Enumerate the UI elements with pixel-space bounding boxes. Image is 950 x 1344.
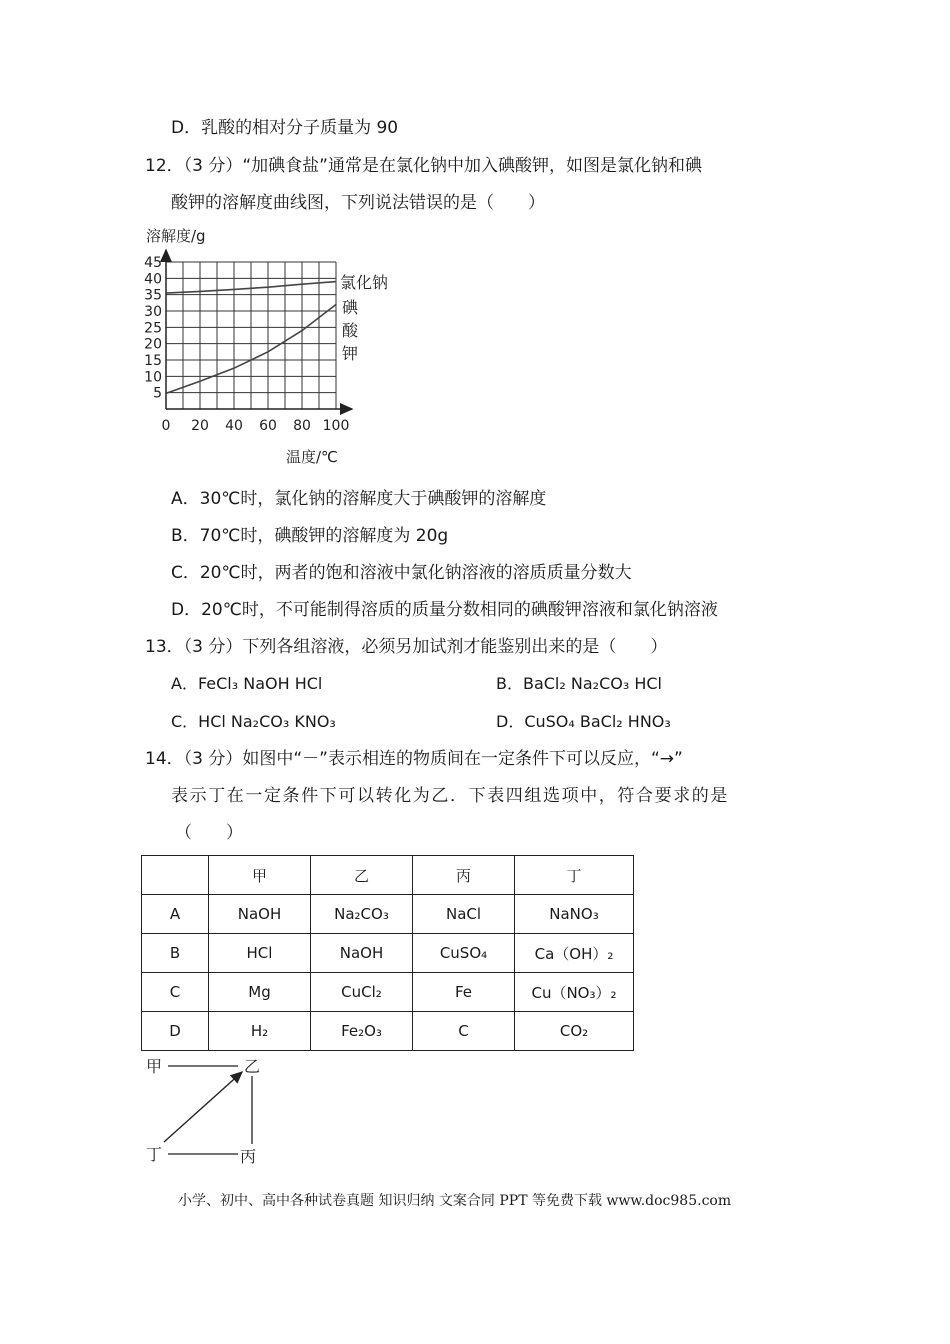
q14-stem-line3: （ ） bbox=[175, 823, 243, 843]
table-cell: HCl bbox=[209, 934, 311, 973]
q13-option-a: A．FeCl₃ NaOH HCl bbox=[171, 674, 323, 693]
q12-stem-line1: 12．（3 分）“加碘食盐”通常是在氯化钠中加入碘酸钾，如图是氯化钠和碘 bbox=[145, 156, 702, 176]
table-cell: Fe bbox=[413, 973, 515, 1012]
table-header-cell bbox=[142, 856, 209, 895]
q12-option-d: D．20℃时，不可能制得溶质的质量分数相同的碘酸钾溶液和氯化钠溶液 bbox=[171, 600, 718, 620]
q14-stem-line2: 表示丁在一定条件下可以转化为乙．下表四组选项中，符合要求的是 bbox=[171, 786, 729, 806]
table-cell: NaOH bbox=[311, 934, 413, 973]
page-footer: 小学、初中、高中各种试卷真题 知识归纳 文案合同 PPT 等免费下载 www.doc985.com bbox=[178, 1193, 732, 1209]
table-cell: H₂ bbox=[209, 1012, 311, 1051]
table-cell: A bbox=[142, 895, 209, 934]
q14-options-table bbox=[141, 855, 634, 1051]
chart-y-axis-label: 溶解度/g bbox=[146, 227, 206, 245]
x-tick-label: 60 bbox=[259, 418, 277, 434]
x-tick-label: 20 bbox=[191, 418, 209, 434]
table-cell: C bbox=[142, 973, 209, 1012]
table-cell: Fe₂O₃ bbox=[311, 1012, 413, 1051]
table-row bbox=[142, 934, 634, 973]
table-cell: Cu（NO₃）₂ bbox=[515, 973, 634, 1012]
table-header-cell: 丁 bbox=[515, 856, 634, 895]
diagram-node-bing: 丙 bbox=[240, 1147, 257, 1166]
table-cell: C bbox=[413, 1012, 515, 1051]
y-tick-label: 45 bbox=[144, 255, 162, 271]
svg-text:钾: 钾 bbox=[342, 344, 359, 363]
x-tick-label: 0 bbox=[161, 418, 171, 434]
q14-stem-line1: 14．（3 分）如图中“－”表示相连的物质间在一定条件下可以反应，“→” bbox=[145, 749, 683, 769]
table-cell: Na₂CO₃ bbox=[311, 895, 413, 934]
table-header-row bbox=[142, 856, 634, 895]
table-row bbox=[142, 895, 634, 934]
svg-text:酸: 酸 bbox=[342, 321, 359, 340]
y-tick-label: 15 bbox=[144, 353, 162, 369]
table-cell: CuSO₄ bbox=[413, 934, 515, 973]
y-tick-label: 5 bbox=[153, 385, 162, 402]
q12-option-a: A．30℃时，氯化钠的溶解度大于碘酸钾的溶解度 bbox=[171, 489, 547, 509]
q11-option-d: D．乳酸的相对分子质量为 90 bbox=[171, 118, 399, 138]
table-cell: NaCl bbox=[413, 895, 515, 934]
solubility-chart bbox=[140, 222, 420, 472]
y-tick-label: 20 bbox=[144, 336, 162, 353]
y-tick-label: 10 bbox=[144, 369, 162, 386]
diagram-node-jia: 甲 bbox=[146, 1057, 163, 1076]
table-header-cell: 丙 bbox=[413, 856, 515, 895]
table-cell: NaOH bbox=[209, 895, 311, 934]
table-cell: B bbox=[142, 934, 209, 973]
x-tick-label: 40 bbox=[225, 418, 243, 434]
table-cell: Ca（OH）₂ bbox=[515, 934, 634, 973]
table-row bbox=[142, 973, 634, 1012]
series-label-nacl: 氯化钠 bbox=[340, 273, 389, 292]
q12-option-b: B．70℃时，碘酸钾的溶解度为 20g bbox=[171, 526, 449, 546]
y-tick-label: 25 bbox=[144, 320, 162, 337]
diagram-node-ding: 丁 bbox=[146, 1145, 163, 1164]
table-header-cell: 乙 bbox=[311, 856, 413, 895]
series-label-kio3 bbox=[342, 298, 359, 363]
q12-stem-line2: 酸钾的溶解度曲线图，下列说法错误的是（ ） bbox=[171, 193, 545, 213]
table-cell: CO₂ bbox=[515, 1012, 634, 1051]
y-tick-label: 30 bbox=[144, 304, 162, 320]
table-cell: NaNO₃ bbox=[515, 895, 634, 934]
x-tick-label: 80 bbox=[293, 418, 311, 434]
q13-option-b: B．BaCl₂ Na₂CO₃ HCl bbox=[496, 674, 662, 693]
q13-option-c: C．HCl Na₂CO₃ KNO₃ bbox=[171, 712, 336, 731]
table-row bbox=[142, 1012, 634, 1051]
relation-diagram bbox=[140, 1052, 280, 1170]
q13-option-d: D．CuSO₄ BaCl₂ HNO₃ bbox=[496, 712, 671, 731]
q13-stem: 13．（3 分）下列各组溶液，必须另加试剂才能鉴别出来的是（ ） bbox=[145, 637, 668, 657]
table-cell: D bbox=[142, 1012, 209, 1051]
x-tick-label: 100 bbox=[322, 418, 350, 434]
diagram-node-yi: 乙 bbox=[244, 1057, 261, 1076]
svg-text:碘: 碘 bbox=[342, 298, 359, 317]
q12-option-c: C．20℃时，两者的饱和溶液中氯化钠溶液的溶质质量分数大 bbox=[171, 563, 632, 583]
table-cell: Mg bbox=[209, 973, 311, 1012]
table-cell: CuCl₂ bbox=[311, 973, 413, 1012]
table-header-cell: 甲 bbox=[209, 856, 311, 895]
y-tick-label: 35 bbox=[144, 287, 162, 304]
y-tick-label: 40 bbox=[144, 271, 162, 288]
chart-x-axis-label: 温度/℃ bbox=[286, 448, 338, 466]
